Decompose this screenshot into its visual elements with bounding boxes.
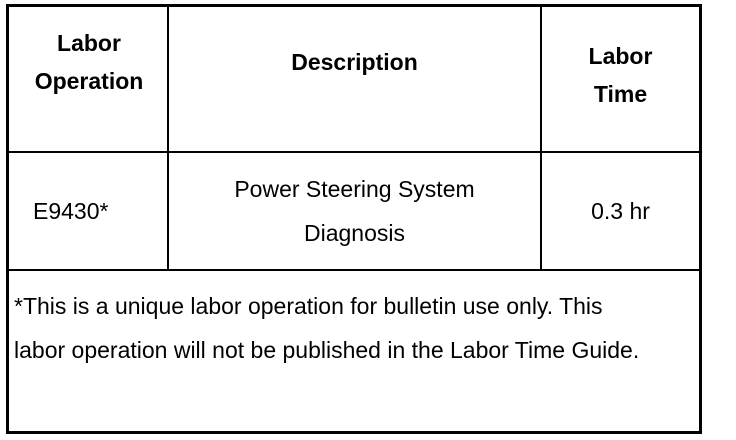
row-divider [9,269,699,271]
footnote: *This is a unique labor operation for bulletin use only. This labor operation will not be published in the Labor Time Guide. [14,293,640,363]
header-description-label: Description [291,49,418,75]
header-labor-time-label: Labor Time [588,43,653,107]
cell-description [169,153,540,269]
header-labor-operation-label: Labor Operation [34,30,144,94]
cell-labor-time [542,153,699,269]
labor-operation-code: E9430* [33,198,109,224]
header-description [169,7,540,117]
header-labor-time [542,7,699,143]
cell-labor-operation [9,153,169,269]
description-text: Power Steering System Diagnosis [234,176,475,246]
labor-time-value: 0.3 hr [591,198,650,224]
header-labor-operation [9,7,169,117]
